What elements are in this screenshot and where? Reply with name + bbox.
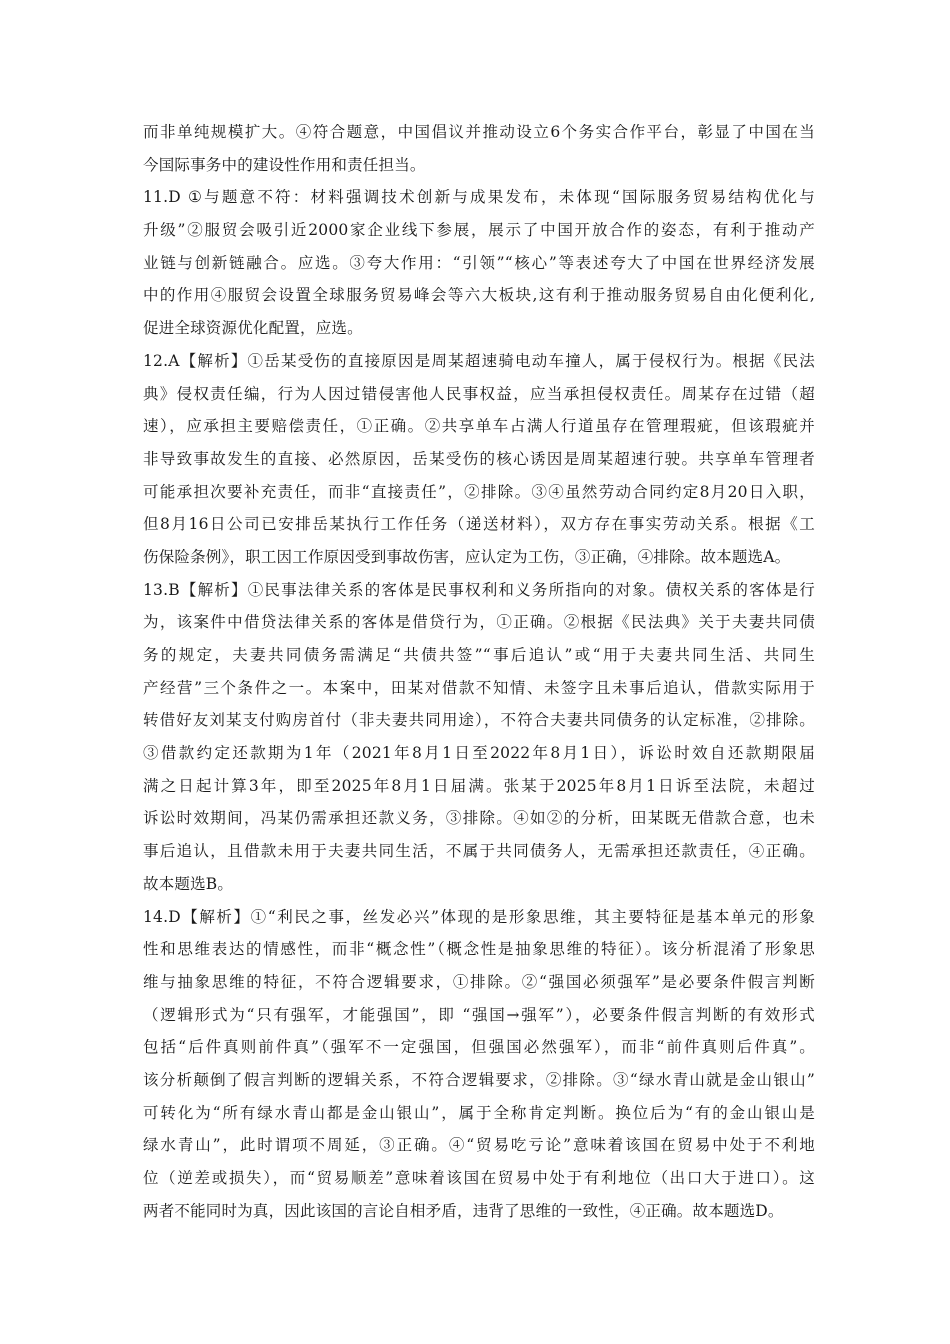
text-line: 典》侵权责任编，行为人因过错侵害他人民事权益，应当承担侵权责任。周某存在过错（超 bbox=[143, 384, 815, 403]
text-line: 故本题选B。 bbox=[143, 874, 234, 893]
text-line: 13.B【解析】①民事法律关系的客体是民事权利和义务所指向的对象。债权关系的客体是行 bbox=[143, 580, 815, 599]
answer-explanations bbox=[143, 116, 815, 1227]
text-line: 该分析颠倒了假言判断的逻辑关系，不符合逻辑要求，②排除。③“绿水青山就是金山银山” bbox=[143, 1070, 815, 1089]
text-line: 事后追认，且借款未用于夫妻共同生活，不属于共同债务人，无需承担还款责任，④正确。 bbox=[143, 842, 815, 861]
text-line: 维与抽象思维的特征，不符合逻辑要求，①排除。②“强国必须强军”是必要条件假言判断 bbox=[143, 972, 815, 991]
text-line: 转借好友刘某支付购房首付（非夫妻共同用途），不符合夫妻共同债务的认定标准，②排除。 bbox=[143, 711, 815, 730]
text-line: 非导致事故发生的直接、必然原因，岳某受伤的核心诱因是周某超速行驶。共享单车管理者 bbox=[143, 449, 815, 468]
text-line: 11.D ①与题意不符：材料强调技术创新与成果发布，未体现“国际服务贸易结构优化与 bbox=[143, 188, 815, 207]
text-line: 绿水青山”，此时谓项不周延，③正确。④“贸易吃亏论”意味着该国在贸易中处于不利地 bbox=[143, 1136, 815, 1155]
text-line: 两者不能同时为真，因此该国的言论自相矛盾，违背了思维的一致性，④正确。故本题选D。 bbox=[143, 1201, 784, 1220]
text-line: （逻辑形式为“只有强军，才能强国”，即 “强国→强军”），必要条件假言判断的有效形式 bbox=[143, 1005, 815, 1024]
text-line: 今国际事务中的建设性作用和责任担当。 bbox=[143, 155, 426, 174]
text-line: 伤保险条例》，职工因工作原因受到事故伤害，应认定为工伤，③正确，④排除。故本题选A。 bbox=[143, 547, 791, 566]
text-line: 产经营”三个条件之一。本案中，田某对借款不知情、未签字且未事后追认，借款实际用于 bbox=[143, 678, 815, 697]
paragraph-q12 bbox=[143, 345, 815, 574]
text-line: 升级”②服贸会吸引近2000家企业线下参展，展示了中国开放合作的姿态，有利于推动产 bbox=[143, 221, 815, 240]
text-line: 可能承担次要补充责任，而非“直接责任”，②排除。③④虽然劳动合同约定8月20日入职， bbox=[143, 482, 815, 501]
text-line: 为，该案件中借贷法律关系的客体是借贷行为，①正确。②根据《民法典》关于夫妻共同债 bbox=[143, 613, 815, 632]
text-line: 14.D【解析】①“利民之事，丝发必兴”体现的是形象思维，其主要特征是基本单元的形象 bbox=[143, 907, 815, 926]
text-line: ③借款约定还款期为1年（2021年8月1日至2022年8月1日），诉讼时效自还款期限届 bbox=[143, 744, 815, 763]
text-line: 包括“后件真则前件真”（强军不一定强国，但强国必然强军），而非“前件真则后件真”。 bbox=[143, 1038, 815, 1057]
text-line: 12.A【解析】①岳某受伤的直接原因是周某超速骑电动车撞人，属于侵权行为。根据《民法 bbox=[143, 351, 815, 370]
text-line: 可转化为“所有绿水青山都是金山银山”，属于全称肯定判断。换位后为“有的金山银山是 bbox=[143, 1103, 815, 1122]
text-line: 诉讼时效期间，冯某仍需承担还款义务，③排除。④如②的分析，田某既无借款合意，也未 bbox=[143, 809, 815, 828]
text-line: 而非单纯规模扩大。④符合题意，中国倡议并推动设立6个务实合作平台，彰显了中国在当 bbox=[143, 123, 815, 141]
text-line: 但8月16日公司已安排岳某执行工作任务（递送材料），双方存在事实劳动关系。根据《工 bbox=[143, 515, 815, 534]
text-line: 中的作用④服贸会设置全球服务贸易峰会等六大板块,这有利于推动服务贸易自由化便利化, bbox=[143, 286, 815, 305]
text-line: 性和思维表达的情感性，而非“概念性”（概念性是抽象思维的特征）。该分析混淆了形象思 bbox=[143, 940, 815, 959]
text-line: 业链与创新链融合。应选。③夸大作用：“引领”“核心”等表述夸大了中国在世界经济发展 bbox=[143, 253, 815, 272]
text-line: 位（逆差或损失），而“贸易顺差”意味着该国在贸易中处于有利地位（出口大于进口）。这 bbox=[143, 1169, 815, 1187]
paragraph-p-10-continued bbox=[143, 116, 815, 181]
paragraph-q11 bbox=[143, 181, 815, 344]
text-line: 促进全球资源优化配置，应选。 bbox=[143, 319, 363, 338]
paragraph-q14 bbox=[143, 901, 815, 1228]
text-line: 速），应承担主要赔偿责任，①正确。②共享单车占满人行道虽存在管理瑕疵，但该瑕疵并 bbox=[143, 417, 815, 436]
paragraph-q13 bbox=[143, 574, 815, 901]
text-line: 满之日起计算3年，即至2025年8月1日届满。张某于2025年8月1日诉至法院，未超过 bbox=[143, 776, 815, 795]
text-line: 务的规定，夫妻共同债务需满足“共债共签”“事后追认”或“用于夫妻共同生活、共同生 bbox=[143, 646, 815, 664]
